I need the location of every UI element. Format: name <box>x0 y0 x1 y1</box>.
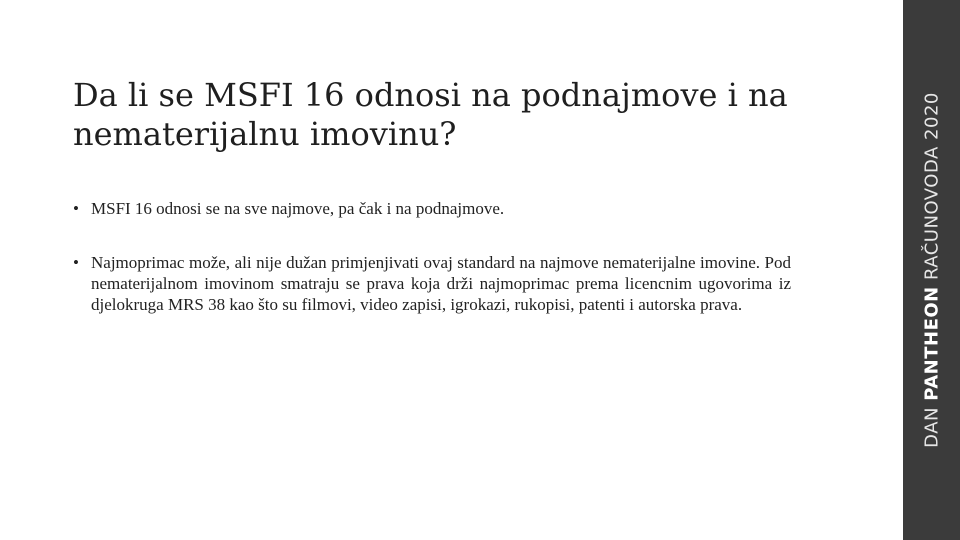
brand-prefix: DAN <box>921 400 942 448</box>
bullet-list <box>73 198 791 315</box>
brand-sidebar <box>903 0 960 540</box>
brand-logo-text <box>921 92 942 448</box>
bullet-text: MSFI 16 odnosi se na sve najmove, pa čak i na podnajmove. <box>91 199 505 218</box>
bullet-text: Najmoprimac može, ali nije dužan primjenjivati ovaj standard na najmove nematerijalne imovine. Pod nematerijalnom imovinom smatraju se prava koja drži najmoprimac prema licencnim ugovorima iz djelokruga MRS 38 kao što su filmovi, video zapisi, igrokazi, rukopisi, patenti i autorska prava. <box>91 253 791 314</box>
brand-suffix: RAČUNOVODA 2020 <box>921 92 942 287</box>
bullet-icon: • <box>73 199 79 218</box>
brand-name: PANTHEON <box>921 286 942 401</box>
bullet-item <box>73 198 791 219</box>
slide-title: Da li se MSFI 16 odnosi na podnajmove i na nematerijalnu imovinu? <box>73 76 788 153</box>
bullet-item <box>73 252 791 315</box>
bullet-icon: • <box>73 253 79 272</box>
